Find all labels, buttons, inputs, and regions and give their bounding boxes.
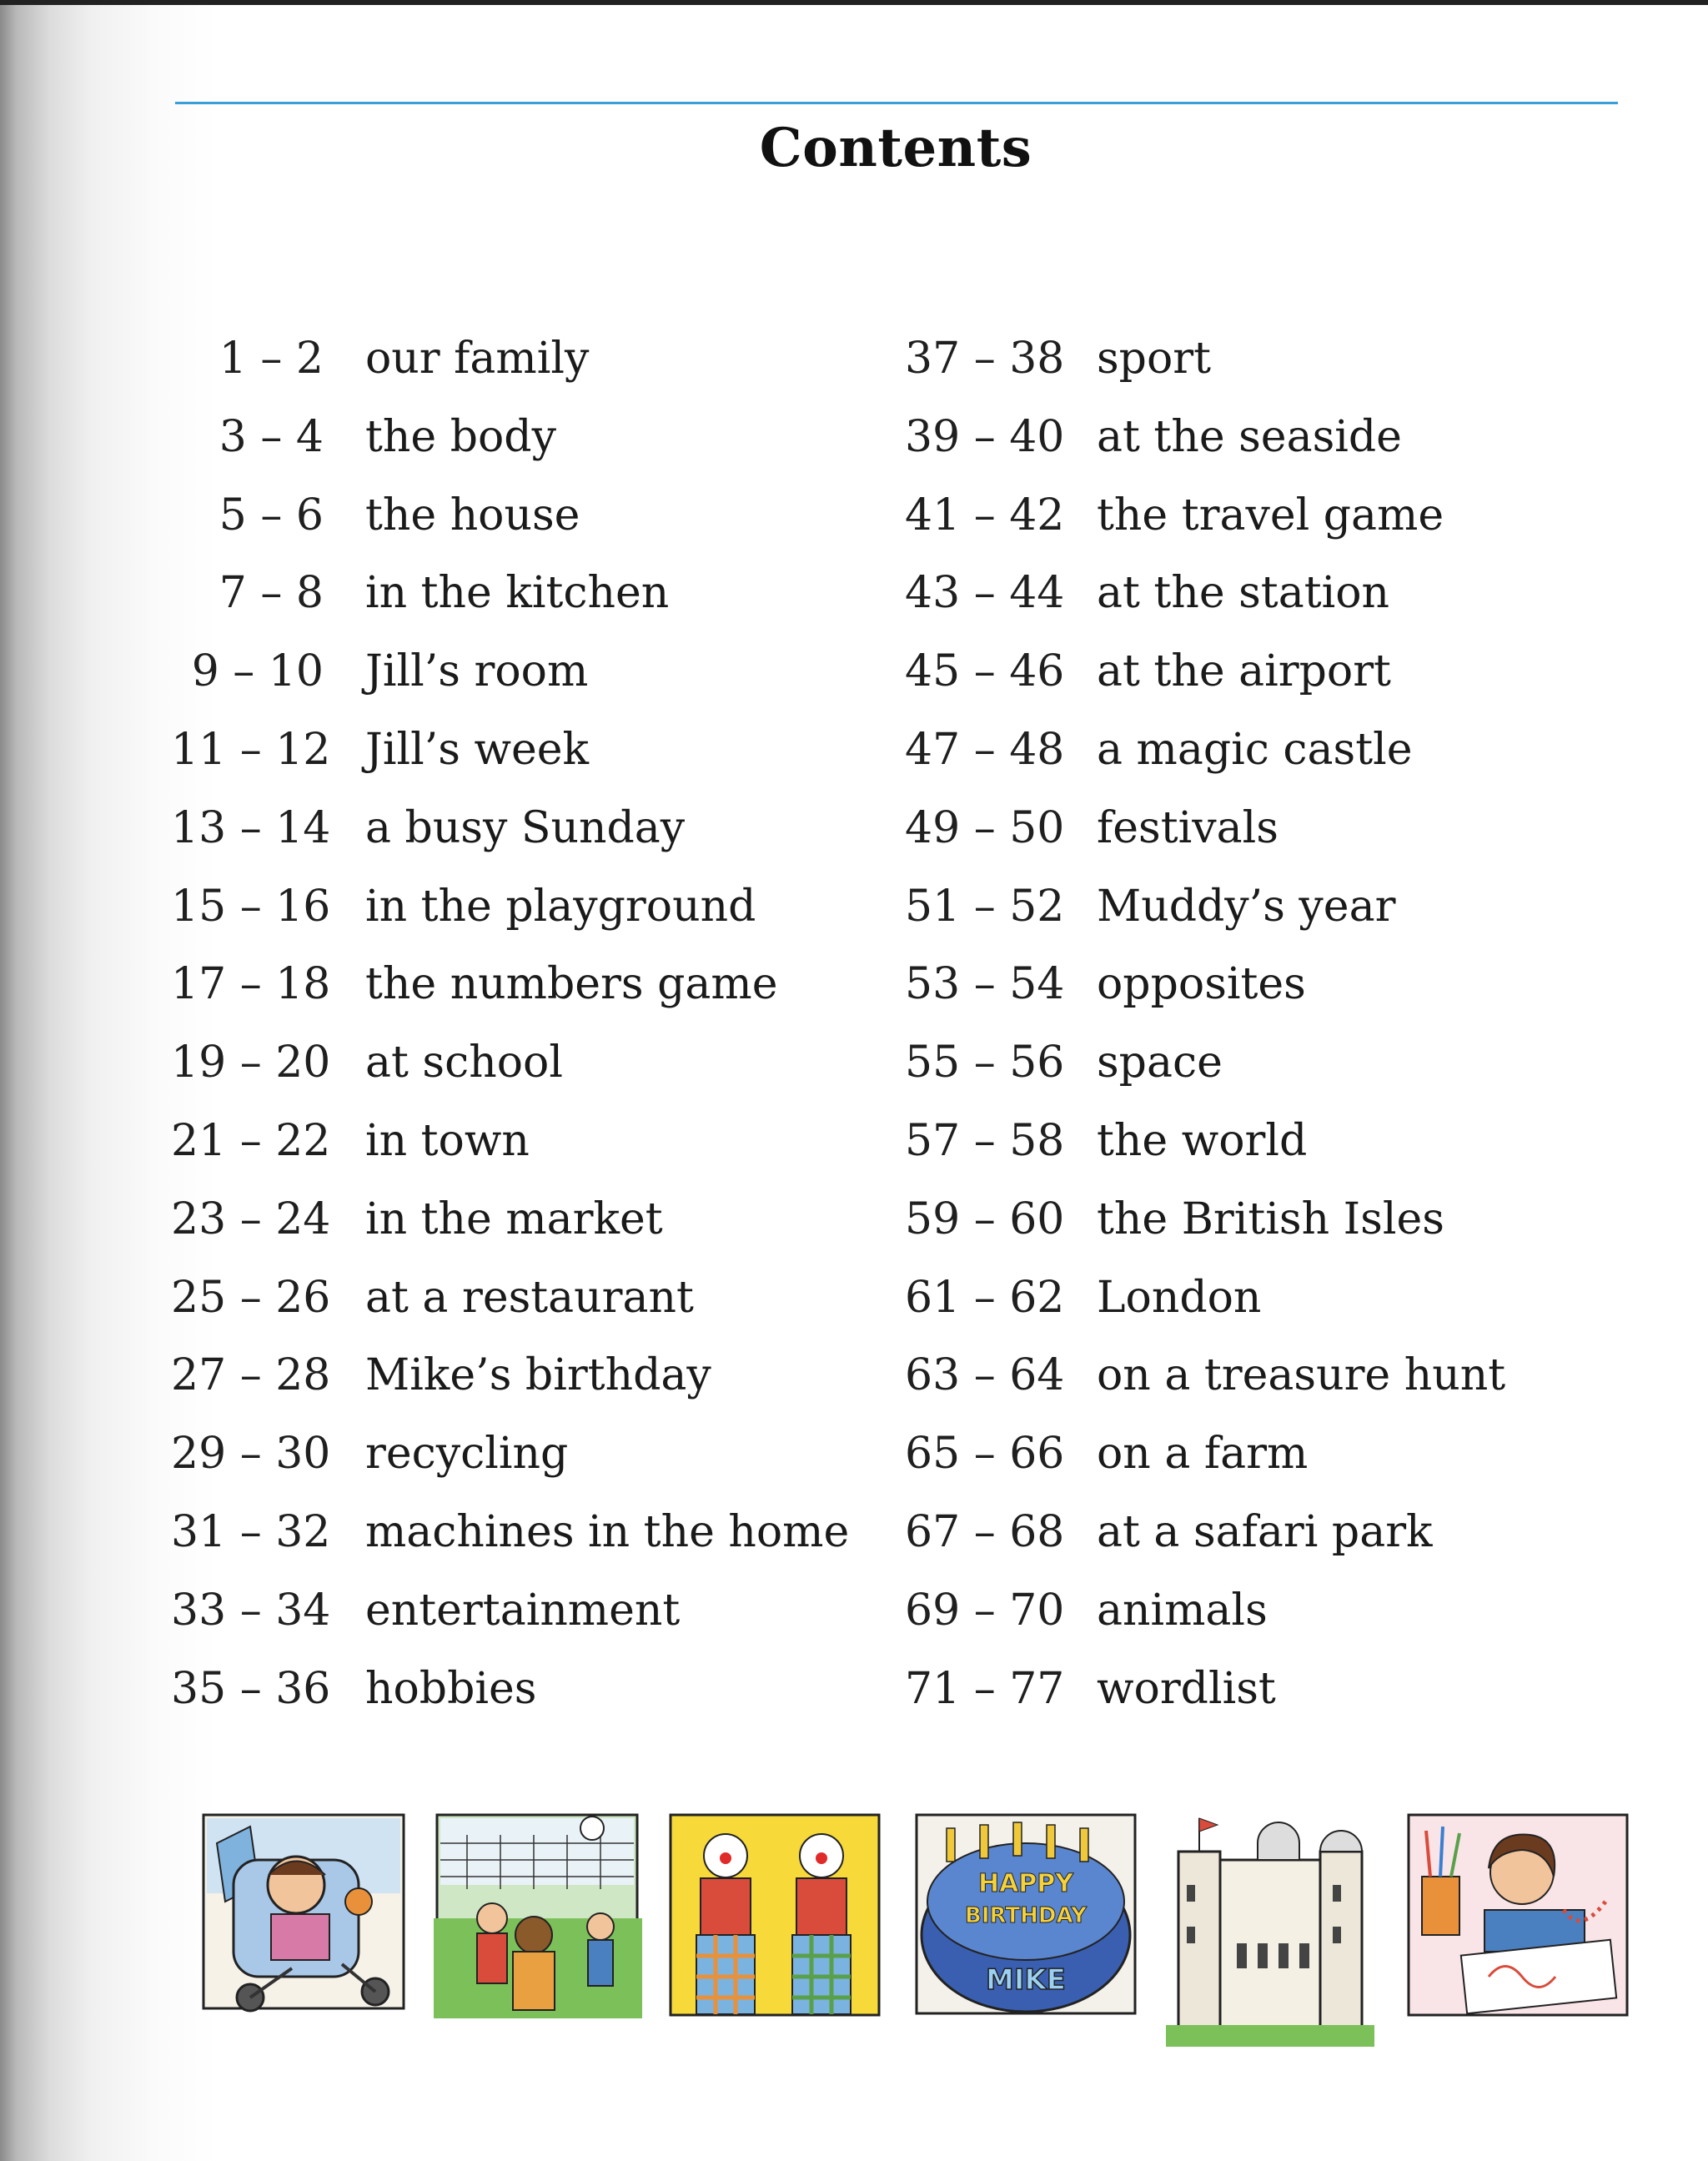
illustration-strip: [192, 1810, 1635, 2060]
contents-entry: [171, 1342, 849, 1420]
topic-title: entertainment: [365, 1585, 681, 1636]
page-range: 53 – 54: [905, 959, 1065, 1010]
topic-title: at a safari park: [1097, 1506, 1433, 1557]
contents-entry: [171, 1186, 849, 1264]
topic-title: the travel game: [1097, 490, 1444, 540]
topic-title: the body: [365, 411, 556, 462]
topic-title: hobbies: [365, 1663, 537, 1714]
topic-title: our family: [365, 334, 590, 384]
topic-title: the British Isles: [1097, 1194, 1444, 1244]
page-range: 61 – 62: [905, 1272, 1065, 1323]
svg-text:BIRTHDAY: BIRTHDAY: [965, 1903, 1087, 1928]
page-range: 41 – 42: [905, 490, 1065, 540]
topic-title: the numbers game: [365, 959, 778, 1010]
topic-title: festivals: [1097, 802, 1278, 853]
page-range: 19 – 20: [171, 1038, 331, 1088]
topic-title: opposites: [1097, 959, 1306, 1010]
contents-entry: [905, 638, 1505, 716]
contents-entry: [905, 873, 1505, 952]
blue-header-rule: [175, 102, 1618, 104]
page-range: 33 – 34: [171, 1585, 331, 1636]
topic-title: on a farm: [1097, 1429, 1309, 1480]
page-range: 47 – 48: [905, 724, 1065, 775]
page-range: 51 – 52: [905, 881, 1065, 932]
topic-title: a magic castle: [1097, 724, 1413, 775]
contents-left-column: [171, 325, 849, 1733]
contents-entry: [905, 1264, 1505, 1343]
contents-entry: [905, 1577, 1505, 1656]
topic-title: in the kitchen: [365, 568, 670, 619]
topic-title: at a restaurant: [365, 1272, 694, 1323]
topic-title: at school: [365, 1038, 563, 1088]
topic-title: Mike’s birthday: [365, 1350, 711, 1401]
page-range: 17 – 18: [171, 959, 331, 1010]
contents-entry: [171, 1420, 849, 1499]
topic-title: the world: [1097, 1115, 1308, 1166]
contents-entry: [171, 404, 849, 482]
topic-title: machines in the home: [365, 1506, 850, 1557]
page-range: 15 – 16: [171, 881, 331, 932]
page-range: 5 – 6: [219, 490, 324, 540]
page-range: 25 – 26: [171, 1272, 331, 1323]
page-range: 71 – 77: [905, 1663, 1065, 1714]
topic-title: Jill’s week: [365, 724, 590, 775]
clowns-illustration: [667, 1810, 884, 2027]
contents-entry: [171, 325, 849, 404]
page-range: 37 – 38: [905, 334, 1065, 384]
page-range: 31 – 32: [171, 1506, 331, 1557]
contents-entry: [905, 1029, 1505, 1108]
contents-right-column: [905, 325, 1505, 1733]
contents-entry: [171, 873, 849, 952]
contents-entry: [905, 716, 1505, 795]
tower-of-london-illustration: [1166, 1810, 1374, 2052]
contents-entry: [171, 482, 849, 560]
topic-title: at the station: [1097, 568, 1390, 619]
contents-entry: [905, 325, 1505, 404]
topic-title: Muddy’s year: [1097, 881, 1396, 932]
topic-title: Jill’s room: [365, 646, 589, 697]
topic-title: at the seaside: [1097, 411, 1402, 462]
contents-entry: [905, 1108, 1505, 1186]
contents-entry: [905, 1186, 1505, 1264]
contents-entry: [171, 1264, 849, 1343]
page-range: 43 – 44: [905, 568, 1065, 619]
topic-title: space: [1097, 1038, 1223, 1088]
page-range: 69 – 70: [905, 1585, 1065, 1636]
contents-entry: [905, 1420, 1505, 1499]
svg-text:MIKE: MIKE: [985, 1963, 1067, 1997]
contents-entry: [905, 795, 1505, 873]
page-top-edge: [0, 0, 1708, 5]
contents-entry: [171, 716, 849, 795]
page-range: 21 – 22: [171, 1115, 331, 1166]
topic-title: in town: [365, 1115, 530, 1166]
topic-title: in the market: [365, 1194, 663, 1244]
page-range: 13 – 14: [171, 802, 331, 853]
page-range: 65 – 66: [905, 1429, 1065, 1480]
contents-entry: [905, 951, 1505, 1029]
page-range: 55 – 56: [905, 1038, 1065, 1088]
contents-entry: [905, 482, 1505, 560]
topic-title: on a treasure hunt: [1097, 1350, 1506, 1401]
topic-title: the house: [365, 490, 580, 540]
page-range: 59 – 60: [905, 1194, 1065, 1244]
topic-title: at the airport: [1097, 646, 1391, 697]
contents-entry: [171, 1656, 849, 1734]
page-range: 49 – 50: [905, 802, 1065, 853]
volleyball-players-illustration: [434, 1810, 642, 2027]
topic-title: recycling: [365, 1429, 569, 1480]
contents-entry: [905, 1342, 1505, 1420]
contents-entry: [905, 1656, 1505, 1734]
page-range: 7 – 8: [219, 568, 324, 619]
page-range: 39 – 40: [905, 411, 1065, 462]
topic-title: animals: [1097, 1585, 1268, 1636]
topic-title: London: [1097, 1272, 1262, 1323]
contents-entry: [171, 560, 849, 638]
page-range: 57 – 58: [905, 1115, 1065, 1166]
topic-title: in the playground: [365, 881, 756, 932]
contents-entry: [905, 404, 1505, 482]
svg-text:HAPPY: HAPPY: [977, 1869, 1074, 1898]
page-range: 35 – 36: [171, 1663, 331, 1714]
contents-entry: [905, 1499, 1505, 1577]
page-range: 45 – 46: [905, 646, 1065, 697]
page-range: 9 – 10: [191, 646, 324, 697]
topic-title: a busy Sunday: [365, 802, 686, 853]
topic-title: sport: [1097, 334, 1212, 384]
topic-title: wordlist: [1097, 1663, 1276, 1714]
contents-entry: [171, 1499, 849, 1577]
contents-entry: [171, 638, 849, 716]
contents-entry: [905, 560, 1505, 638]
page-range: 63 – 64: [905, 1350, 1065, 1401]
page-range: 1 – 2: [219, 334, 324, 384]
baby-in-pushchair-illustration: [200, 1810, 413, 2027]
birthday-cake-illustration: [913, 1810, 1138, 2027]
page-range: 67 – 68: [905, 1506, 1065, 1557]
page-range: 11 – 12: [171, 724, 331, 775]
contents-entry: [171, 1577, 849, 1656]
page-title: Contents: [759, 117, 1032, 179]
contents-entry: [171, 1029, 849, 1108]
contents-entry: [171, 1108, 849, 1186]
page-range: 27 – 28: [171, 1350, 331, 1401]
page-range: 29 – 30: [171, 1429, 331, 1480]
page-range: 23 – 24: [171, 1194, 331, 1244]
girl-drawing-illustration: [1405, 1810, 1630, 2027]
page-range: 3 – 4: [219, 411, 324, 462]
contents-entry: [171, 951, 849, 1029]
contents-entry: [171, 795, 849, 873]
